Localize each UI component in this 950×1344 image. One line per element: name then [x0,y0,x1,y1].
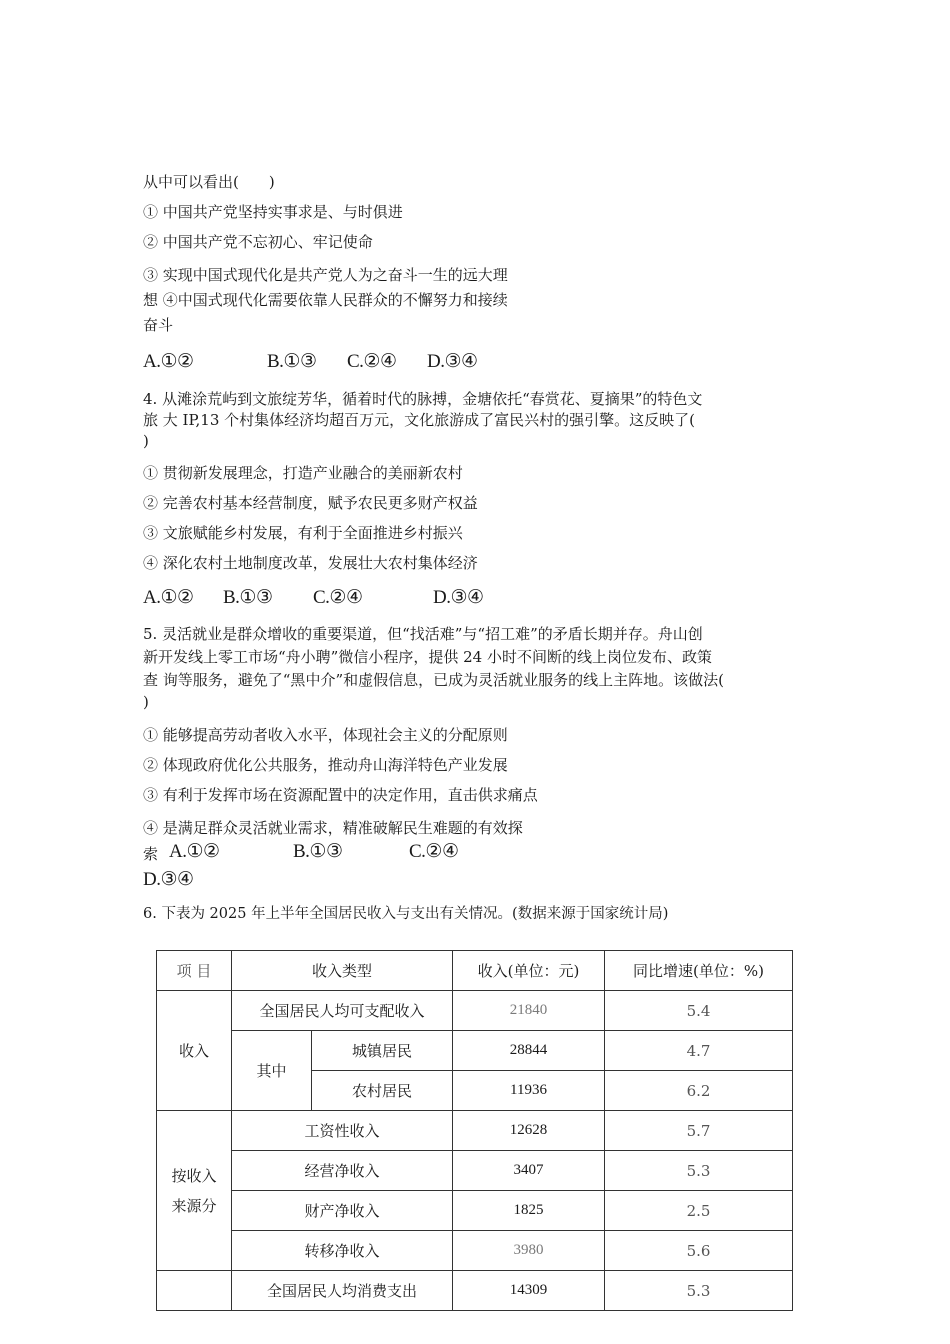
q4-option-b[interactable]: B.①③ [223,587,273,608]
q4-item-4: ④ 深化农村土地制度改革，发展壮大农村集体经济 [143,554,478,572]
q6-stem: 6. 下表为 2025 年上半年全国居民收入与支出有关情况。(数据来源于国家统计局) [143,906,669,922]
q5-item-3: ③ 有利于发挥市场在资源配置中的决定作用，直击供求痛点 [143,786,538,804]
row-growth: 4.7 [605,1031,793,1071]
q5-option-c[interactable]: C.②④ [409,841,459,862]
row-amount: 1825 [453,1191,605,1231]
group-source-line-2: 来源分 [171,1196,217,1215]
table-row [157,1111,793,1151]
q5-item-1: ① 能够提高劳动者收入水平，体现社会主义的分配原则 [143,726,508,744]
q3-item-3-cont: 想 ④中国式现代化需要依靠人民群众的不懈努力和接续 [143,291,508,309]
row-amount: 14309 [453,1271,605,1311]
q3-item-4-cont: 奋斗 [143,316,174,334]
group-income: 收入 [157,991,232,1111]
row-growth: 6.2 [605,1071,793,1111]
q4-option-a[interactable]: A.①② [143,587,194,608]
q5-option-d[interactable]: D.③④ [143,869,194,890]
sub-of-which: 其中 [232,1031,312,1111]
row-type: 农村居民 [312,1071,453,1111]
q4-stem-line-3: ) [143,432,149,450]
q4-item-1: ① 贯彻新发展理念，打造产业融合的美丽新农村 [143,464,463,482]
row-amount: 11936 [453,1071,605,1111]
header-amount: 收入(单位：元) [453,951,605,991]
row-amount: 21840 [453,991,605,1031]
q4-option-c[interactable]: C.②④ [313,587,363,608]
table-row [157,1151,793,1191]
row-amount: 28844 [453,1031,605,1071]
row-growth: 5.3 [605,1271,793,1311]
q5-option-b[interactable]: B.①③ [293,841,343,862]
q5-item-4-cont: 索 [143,845,159,863]
header-type: 收入类型 [232,951,453,991]
row-amount: 3980 [453,1231,605,1271]
q3-item-3: ③ 实现中国式现代化是共产党人为之奋斗一生的远大理 [143,266,508,284]
q4-stem-line-1: 4. 从滩涂荒屿到文旅绽芳华，循着时代的脉搏，金塘依托“春赏花、夏摘果”的特色文 [143,390,703,408]
row-type: 工资性收入 [232,1111,453,1151]
q5-stem-line-2: 新开发线上零工市场“舟小聘”微信小程序，提供 24 小时不间断的线上岗位发布、政策 [143,648,712,666]
row-type: 转移净收入 [232,1231,453,1271]
q4-stem-line-2: 旅 大 IP,13 个村集体经济均超百万元，文化旅游成了富民兴村的强引擎。这反映了( [143,411,695,429]
group-by-source [157,1111,232,1271]
q4-item-2: ② 完善农村基本经营制度，赋予农民更多财产权益 [143,494,478,512]
table-row [157,1191,793,1231]
q3-option-b[interactable]: B.①③ [267,351,317,372]
q4-option-d[interactable]: D.③④ [433,587,484,608]
group-source-line-1: 按收入 [171,1166,217,1185]
row-growth: 5.6 [605,1231,793,1271]
q3-item-2: ② 中国共产党不忘初心、牢记使命 [143,233,373,251]
row-type: 经营净收入 [232,1151,453,1191]
header-growth: 同比增速(单位：%) [605,951,793,991]
table-header-row [157,951,793,991]
q5-option-a[interactable]: A.①② [169,841,220,862]
row-growth: 2.5 [605,1191,793,1231]
q3-option-c[interactable]: C.②④ [347,351,397,372]
table-row [157,1271,793,1311]
q3-stem: 从中可以看出( ) [143,173,275,191]
q3-option-a[interactable]: A.①② [143,351,194,372]
row-growth: 5.7 [605,1111,793,1151]
row-amount: 3407 [453,1151,605,1191]
row-type: 全国居民人均消费支出 [232,1271,453,1311]
income-expenditure-table [156,950,793,1311]
q5-stem-line-4: ) [143,693,149,711]
q3-option-d[interactable]: D.③④ [427,351,478,372]
header-item: 项 目 [157,951,232,991]
row-type: 城镇居民 [312,1031,453,1071]
table-row [157,991,793,1031]
empty-group-cell [157,1271,232,1311]
q5-item-2: ② 体现政府优化公共服务，推动舟山海洋特色产业发展 [143,756,508,774]
table-row [157,1231,793,1271]
row-growth: 5.3 [605,1151,793,1191]
q3-item-1: ① 中国共产党坚持实事求是、与时俱进 [143,203,403,221]
q5-stem-line-3: 查 询等服务，避免了“黑中介”和虚假信息，已成为灵活就业服务的线上主阵地。该做法( [143,671,724,689]
q5-stem-line-1: 5. 灵活就业是群众增收的重要渠道，但“找活难”与“招工难”的矛盾长期并存。舟山创 [143,625,703,643]
table-row [157,1031,793,1071]
row-amount: 12628 [453,1111,605,1151]
row-growth: 5.4 [605,991,793,1031]
q4-item-3: ③ 文旅赋能乡村发展，有利于全面推进乡村振兴 [143,524,463,542]
q5-item-4: ④ 是满足群众灵活就业需求，精准破解民生难题的有效探 [143,819,523,837]
row-type: 财产净收入 [232,1191,453,1231]
row-type: 全国居民人均可支配收入 [232,991,453,1031]
